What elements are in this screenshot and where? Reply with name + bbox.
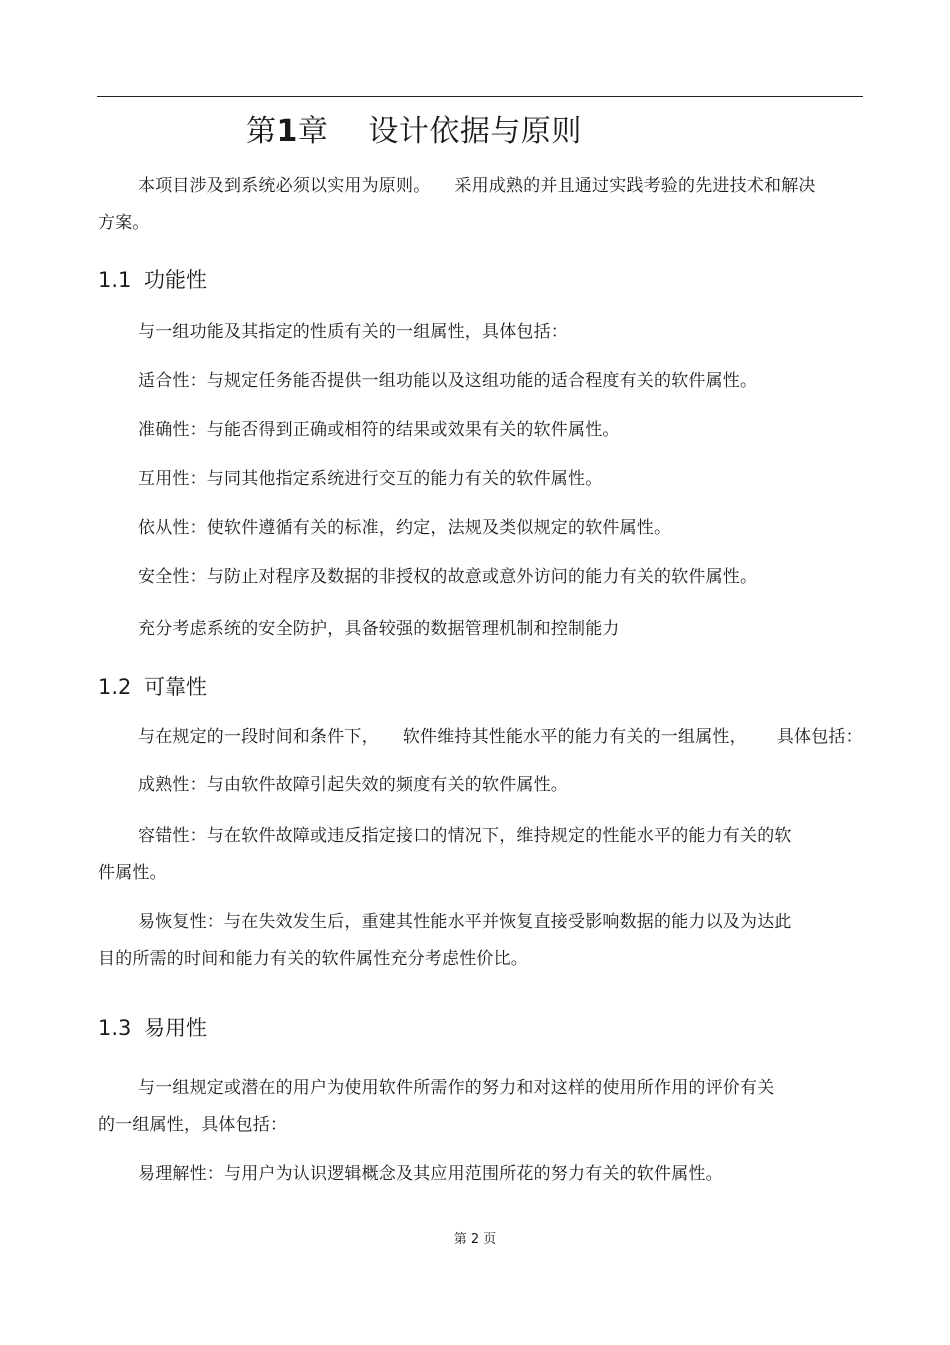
section-1-2-intro-line — [138, 725, 863, 749]
section-heading-1-1 — [98, 266, 207, 294]
section-1-2-line: 目的所需的时间和能力有关的软件属性充分考虑性价比。 — [98, 949, 528, 969]
section-1-2-line: 成熟性：与由软件故障引起失效的频度有关的软件属性。 — [138, 775, 568, 795]
section-1-1-line: 充分考虑系统的安全防护，具备较强的数据管理机制和控制能力 — [138, 619, 620, 639]
section-title: 功能性 — [144, 268, 207, 292]
intro-text-a: 本项目涉及到系统必须以实用为原则。 — [138, 176, 431, 196]
intro-paragraph-line-1 — [138, 174, 816, 198]
section-1-3-line: 易理解性：与用户为认识逻辑概念及其应用范围所花的努力有关的软件属性。 — [138, 1164, 723, 1184]
section-1-3-line: 与一组规定或潜在的用户为使用软件所需作的努力和对这样的使用所作用的评价有关 — [138, 1078, 775, 1098]
section-number: 1.2 — [98, 675, 132, 699]
intro-part-a: 与在规定的一段时间和条件下， — [138, 727, 379, 747]
section-1-1-line: 适合性：与规定任务能否提供一组功能以及这组功能的适合程度有关的软件属性。 — [138, 371, 758, 391]
chapter-number: 1 — [276, 114, 298, 149]
section-number: 1.3 — [98, 1016, 132, 1040]
section-1-2-line: 易恢复性：与在失效发生后，重建其性能水平并恢复直接受影响数据的能力以及为达此 — [138, 912, 792, 932]
section-1-1-line: 安全性：与防止对程序及数据的非授权的故意或意外访问的能力有关的软件属性。 — [138, 567, 758, 587]
chapter-heading-text: 设计依据与原则 — [368, 114, 582, 149]
chapter-title — [246, 112, 582, 152]
section-1-1-line: 依从性：使软件遵循有关的标准，约定，法规及类似规定的软件属性。 — [138, 518, 672, 538]
header-rule — [97, 96, 863, 97]
section-number: 1.1 — [98, 268, 132, 292]
section-title: 可靠性 — [144, 675, 207, 699]
section-title: 易用性 — [144, 1016, 207, 1040]
section-1-2-line: 容错性：与在软件故障或违反指定接口的情况下，维持规定的性能水平的能力有关的软 — [138, 826, 792, 846]
intro-text-b: 采用成熟的并且通过实践考验的先进技术和解决 — [454, 176, 816, 196]
section-1-1-line: 与一组功能及其指定的性质有关的一组属性，具体包括： — [138, 322, 568, 342]
intro-part-c: 具体包括： — [776, 727, 863, 747]
section-heading-1-2 — [98, 673, 207, 701]
section-heading-1-3 — [98, 1014, 207, 1042]
section-1-1-line: 互用性：与同其他指定系统进行交互的能力有关的软件属性。 — [138, 469, 603, 489]
section-1-3-line: 的一组属性，具体包括： — [98, 1115, 288, 1135]
intro-paragraph-line-2: 方案。 — [98, 213, 150, 233]
intro-part-b: 软件维持其性能水平的能力有关的一组属性， — [402, 727, 747, 747]
chapter-prefix: 第 — [246, 114, 277, 149]
section-1-1-line: 准确性：与能否得到正确或相符的结果或效果有关的软件属性。 — [138, 420, 620, 440]
page-number: 第 2 页 — [453, 1232, 497, 1247]
section-1-2-line: 件属性。 — [98, 863, 167, 883]
chapter-suffix: 章 — [297, 114, 329, 149]
